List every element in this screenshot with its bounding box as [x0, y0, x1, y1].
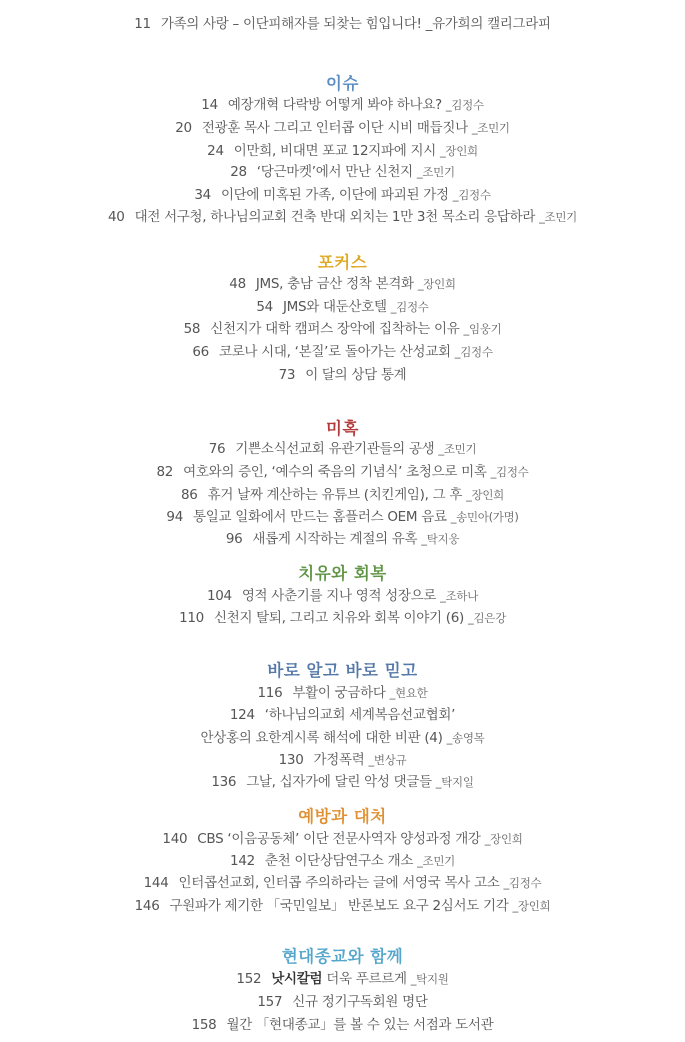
- entry-author: _송민아(가명): [450, 510, 519, 524]
- page-number: 157: [257, 994, 283, 1010]
- entry-author: _김정수: [390, 300, 429, 314]
- section-heading: 치유와 회복: [298, 564, 387, 583]
- entry-author: _김정수: [445, 98, 484, 112]
- page-number: 14: [201, 97, 218, 113]
- entry-author: _김정수: [452, 188, 491, 202]
- entry-title: 통일교 일화에서 만드는 홈플러스 OEM 음료: [193, 509, 447, 525]
- entry-author: _조하나: [440, 589, 479, 603]
- page-number: 48: [229, 276, 246, 292]
- page-number: 136: [211, 774, 237, 790]
- toc-entry[interactable]: [0, 751, 685, 769]
- entry-author: _탁지웅: [421, 532, 460, 546]
- page-number: 11: [134, 16, 151, 32]
- section-heading: 바로 알고 바로 믿고: [267, 661, 418, 680]
- entry-author: _조민기: [539, 210, 577, 224]
- page-number: 124: [229, 707, 255, 723]
- toc-entry[interactable]: [0, 773, 685, 791]
- entry-author: _김정수: [503, 876, 542, 890]
- entry-author: _장인희: [417, 277, 456, 291]
- toc-entry[interactable]: [0, 897, 685, 915]
- toc-entry[interactable]: [0, 587, 685, 605]
- entry-author: _장인희: [439, 144, 478, 158]
- toc-entry[interactable]: [0, 970, 685, 988]
- page-number: 34: [194, 187, 211, 203]
- entry-title: 안상홍의 요한계시록 해석에 대한 비판 (4): [200, 730, 443, 746]
- page-number: 86: [181, 487, 198, 503]
- page-number: 82: [156, 464, 174, 480]
- entry-title: 월간 「현대종교」를 볼 수 있는 서점과 도서관: [226, 1017, 494, 1033]
- entry-author: _조민기: [417, 854, 455, 868]
- toc-entry[interactable]: [0, 119, 685, 137]
- entry-author: _김은강: [468, 611, 506, 625]
- column-name: 낫시칼럼: [271, 971, 323, 987]
- toc-entry[interactable]: [0, 486, 685, 504]
- toc-entry[interactable]: [0, 463, 685, 481]
- entry-title: CBS ‘이음공동체’ 이단 전문사역자 양성과정 개강: [197, 831, 481, 847]
- entry-title: 새롭게 시작하는 계절의 유혹: [252, 531, 418, 547]
- page-number: 54: [256, 299, 273, 315]
- entry-author: _장인희: [484, 832, 523, 846]
- page-number: 76: [208, 441, 226, 457]
- toc-entry[interactable]: [0, 993, 685, 1011]
- toc-entry[interactable]: [0, 684, 685, 702]
- entry-title: 신천지가 대학 캠퍼스 장악에 집착하는 이유: [210, 321, 460, 337]
- entry-title: 이 달의 상담 통계: [305, 367, 407, 383]
- toc-entry[interactable]: [0, 343, 685, 361]
- page-number: 73: [278, 367, 296, 383]
- toc-entry[interactable]: [0, 508, 685, 526]
- section-heading: 포커스: [317, 253, 368, 272]
- entry-title: 전광훈 목사 그리고 인터콥 이단 시비 매듭짓나: [201, 120, 468, 136]
- entry-title: 영적 사춘기를 지나 영적 성장으로: [241, 588, 437, 604]
- section-heading: 현대종교와 함께: [281, 947, 404, 966]
- entry-title: 신천지 탈퇴, 그리고 치유와 회복 이야기 (6): [213, 610, 464, 626]
- entry-author: _현요한: [389, 686, 428, 700]
- entry-title: 가정폭력: [313, 752, 365, 768]
- page-number: 20: [175, 120, 192, 136]
- toc-entry[interactable]: [0, 706, 685, 724]
- entry-author: _송영목: [446, 731, 485, 745]
- section-heading: 예방과 대처: [298, 807, 387, 826]
- toc-entry[interactable]: [0, 320, 685, 338]
- entry-author: _탁지일: [435, 775, 474, 789]
- entry-title: 기쁜소식선교회 유관기관들의 공생: [235, 441, 435, 457]
- page-number: 58: [183, 321, 201, 337]
- page-number: 40: [108, 209, 125, 225]
- entry-author: _장인희: [512, 899, 551, 913]
- entry-author: _김정수: [454, 345, 493, 359]
- toc-entry[interactable]: [0, 440, 685, 458]
- page-number: 158: [191, 1017, 217, 1033]
- page-number: 104: [206, 588, 232, 604]
- entry-title: 코로나 시대, ‘본질’로 돌아가는 산성교회: [218, 344, 451, 360]
- entry-title: 이단에 미혹된 가족, 이단에 파괴된 가정: [220, 187, 449, 203]
- entry-title: JMS와 대둔산호텔: [282, 299, 387, 315]
- entry-title: 구원파가 제기한 「국민일보」 반론보도 요구 2심서도 기각: [169, 898, 509, 914]
- entry-title: JMS, 충남 금산 정착 본격화: [255, 276, 414, 292]
- entry-author: _장인희: [466, 488, 504, 502]
- toc-entry[interactable]: [0, 15, 685, 33]
- toc-entry[interactable]: [0, 186, 685, 204]
- entry-title: 이만희, 비대면 포교 12지파에 지시: [233, 143, 436, 159]
- entry-title: 더욱 푸르르게: [326, 971, 407, 987]
- page-number: 110: [179, 610, 204, 626]
- toc-entry[interactable]: [0, 729, 685, 747]
- toc-entry[interactable]: [0, 1016, 685, 1034]
- toc-entry[interactable]: [0, 874, 685, 892]
- page-number: 142: [230, 853, 255, 869]
- page-number: 140: [162, 831, 188, 847]
- page-number: 152: [236, 971, 262, 987]
- entry-title: 인터콥선교회, 인터콥 주의하라는 글에 서영국 목사 고소: [178, 875, 500, 891]
- entry-author: _김정수: [490, 465, 529, 479]
- toc-entry[interactable]: [0, 96, 685, 114]
- page-number: 130: [278, 752, 304, 768]
- entry-author: _탁지원: [410, 972, 449, 986]
- toc-entry[interactable]: [0, 830, 685, 848]
- page-number: 24: [207, 143, 224, 159]
- page-number: 94: [166, 509, 183, 525]
- page-number: 116: [257, 685, 283, 701]
- toc-entry[interactable]: [0, 298, 685, 316]
- entry-author: _조민기: [438, 442, 477, 456]
- entry-author: _조민기: [416, 165, 455, 179]
- toc-entry[interactable]: [0, 530, 685, 548]
- toc-entry[interactable]: [0, 163, 685, 181]
- entry-title: 대전 서구청, 하나님의교회 건축 반대 외치는 1만 3천 목소리 응답하라: [134, 209, 536, 225]
- section-heading: 미혹: [326, 419, 359, 438]
- entry-author: _임웅기: [463, 322, 502, 336]
- page-number: 28: [230, 164, 247, 180]
- toc-entry[interactable]: [0, 852, 685, 870]
- toc-entry[interactable]: [0, 142, 685, 160]
- entry-title: 가족의 사랑 – 이단피해자를 되찾는 힘입니다! _유가희의 캘리그라피: [160, 16, 551, 32]
- entry-title: ‘당근마켓’에서 만난 신천지: [256, 164, 413, 180]
- entry-title: 그날, 십자가에 달린 악성 댓글들: [246, 774, 432, 790]
- page-number: 146: [134, 898, 160, 914]
- entry-title: 부활이 궁금하다: [292, 685, 386, 701]
- entry-title: ‘하나님의교회 세계복음선교협회’: [264, 707, 456, 723]
- toc-entry[interactable]: [0, 208, 685, 226]
- entry-title: 여호와의 증인, ‘예수의 죽음의 기념식’ 초청으로 미혹: [183, 464, 487, 480]
- page-number: 66: [192, 344, 209, 360]
- toc-entry[interactable]: [0, 366, 685, 384]
- entry-author: _조민기: [471, 121, 510, 135]
- page-number: 144: [143, 875, 169, 891]
- page-number: 96: [225, 531, 243, 547]
- toc-entry[interactable]: [0, 609, 685, 627]
- entry-title: 휴거 날짜 계산하는 유튜브 (치킨게임), 그 후: [207, 487, 463, 503]
- toc-entry[interactable]: [0, 275, 685, 293]
- entry-title: 춘천 이단상담연구소 개소: [264, 853, 414, 869]
- entry-title: 예장개혁 다락방 어떻게 봐야 하나요?: [227, 97, 442, 113]
- entry-author: _변상규: [368, 753, 407, 767]
- section-heading: 이슈: [326, 74, 359, 93]
- entry-title: 신규 정기구독회원 명단: [292, 994, 428, 1010]
